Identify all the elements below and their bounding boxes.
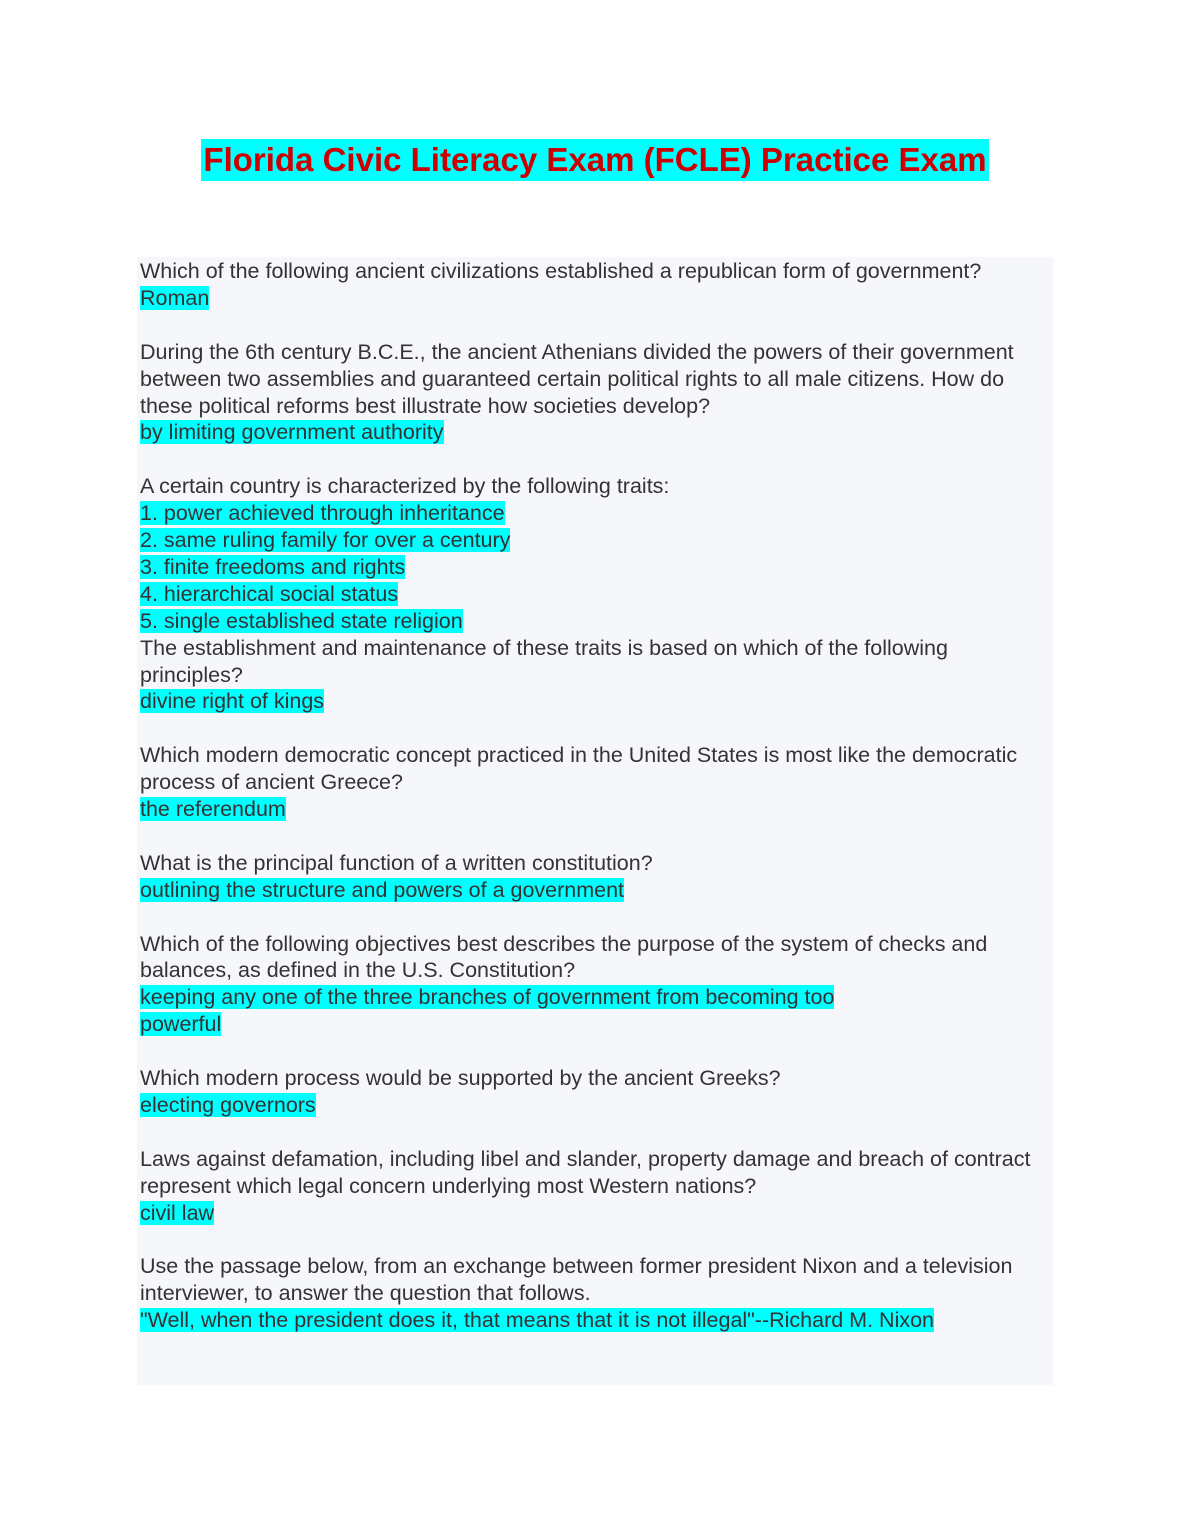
question-block-4 — [140, 742, 1053, 823]
question-block-2 — [140, 339, 1053, 447]
question-text: During the 6th century B.C.E., the ancient Athenians divided the powers of their government between two assemblies and guaranteed certain political rights to all male citizens. How do these political reforms best illustrate how societies develop? — [140, 339, 1014, 418]
answer-text: divine right of kings — [140, 689, 325, 714]
trait-text: 4. hierarchical social status — [140, 581, 399, 606]
question-text: Use the passage below, from an exchange between former president Nixon and a television interviewer, to answer the question that follows. — [140, 1254, 1013, 1306]
question-text: Which of the following objectives best describes the purpose of the system of checks and balances, as defined in the U.S. Constitution? — [140, 931, 988, 983]
answer-line — [140, 796, 1053, 823]
answer-line — [140, 688, 1053, 715]
question-block-9 — [140, 1253, 1053, 1334]
questions-panel — [137, 257, 1053, 1385]
answer-line — [140, 1307, 1053, 1334]
answer-line — [140, 419, 1053, 446]
trait-text: 5. single established state religion — [140, 608, 463, 633]
question-text: Which modern process would be supported by the ancient Greeks? — [140, 1066, 781, 1091]
answer-line — [140, 1011, 1053, 1038]
question-text: What is the principal function of a written constitution? — [140, 850, 653, 875]
title-container — [0, 139, 1190, 181]
answer-line — [140, 1200, 1053, 1227]
answer-line — [140, 1092, 1053, 1119]
question-block-8 — [140, 1146, 1053, 1227]
answer-line — [140, 984, 1053, 1011]
question-text: Which of the following ancient civilizations established a republican form of government? — [140, 259, 982, 283]
answer-text: powerful — [140, 1012, 222, 1037]
question-text: The establishment and maintenance of these traits is based on which of the following principles? — [140, 635, 948, 687]
question-block-1 — [140, 258, 1053, 312]
trait-text: 3. finite freedoms and rights — [140, 554, 406, 579]
trait-line — [140, 500, 1053, 527]
question-block-7 — [140, 1065, 1053, 1119]
question-block-6 — [140, 931, 1053, 1039]
trait-line — [140, 581, 1053, 608]
answer-text: keeping any one of the three branches of government from becoming too — [140, 985, 835, 1010]
answer-line — [140, 285, 1053, 312]
answer-text: electing governors — [140, 1093, 316, 1117]
answer-text: outlining the structure and powers of a government — [140, 877, 625, 902]
question-block-3 — [140, 473, 1053, 715]
answer-text: by limiting government authority — [140, 420, 444, 445]
question-text: Laws against defamation, including libel and slander, property damage and breach of contract represent which legal concern underlying most Western nations? — [140, 1146, 1031, 1198]
trait-line — [140, 608, 1053, 635]
answer-text: "Well, when the president does it, that means that it is not illegal"--Richard M. Nixon — [140, 1308, 935, 1333]
trait-line — [140, 527, 1053, 554]
trait-text: 2. same ruling family for over a century — [140, 528, 511, 553]
answer-text: the referendum — [140, 797, 286, 822]
trait-text: 1. power achieved through inheritance — [140, 501, 505, 526]
page-title: Florida Civic Literacy Exam (FCLE) Practice Exam — [201, 139, 988, 181]
question-intro: A certain country is characterized by the following traits: — [140, 474, 670, 499]
question-text: Which modern democratic concept practiced in the United States is most like the democratic process of ancient Greece? — [140, 743, 1018, 795]
answer-text: civil law — [140, 1200, 215, 1225]
answer-line — [140, 877, 1053, 904]
answer-text: Roman — [140, 285, 210, 310]
trait-line — [140, 554, 1053, 581]
question-block-5 — [140, 850, 1053, 904]
